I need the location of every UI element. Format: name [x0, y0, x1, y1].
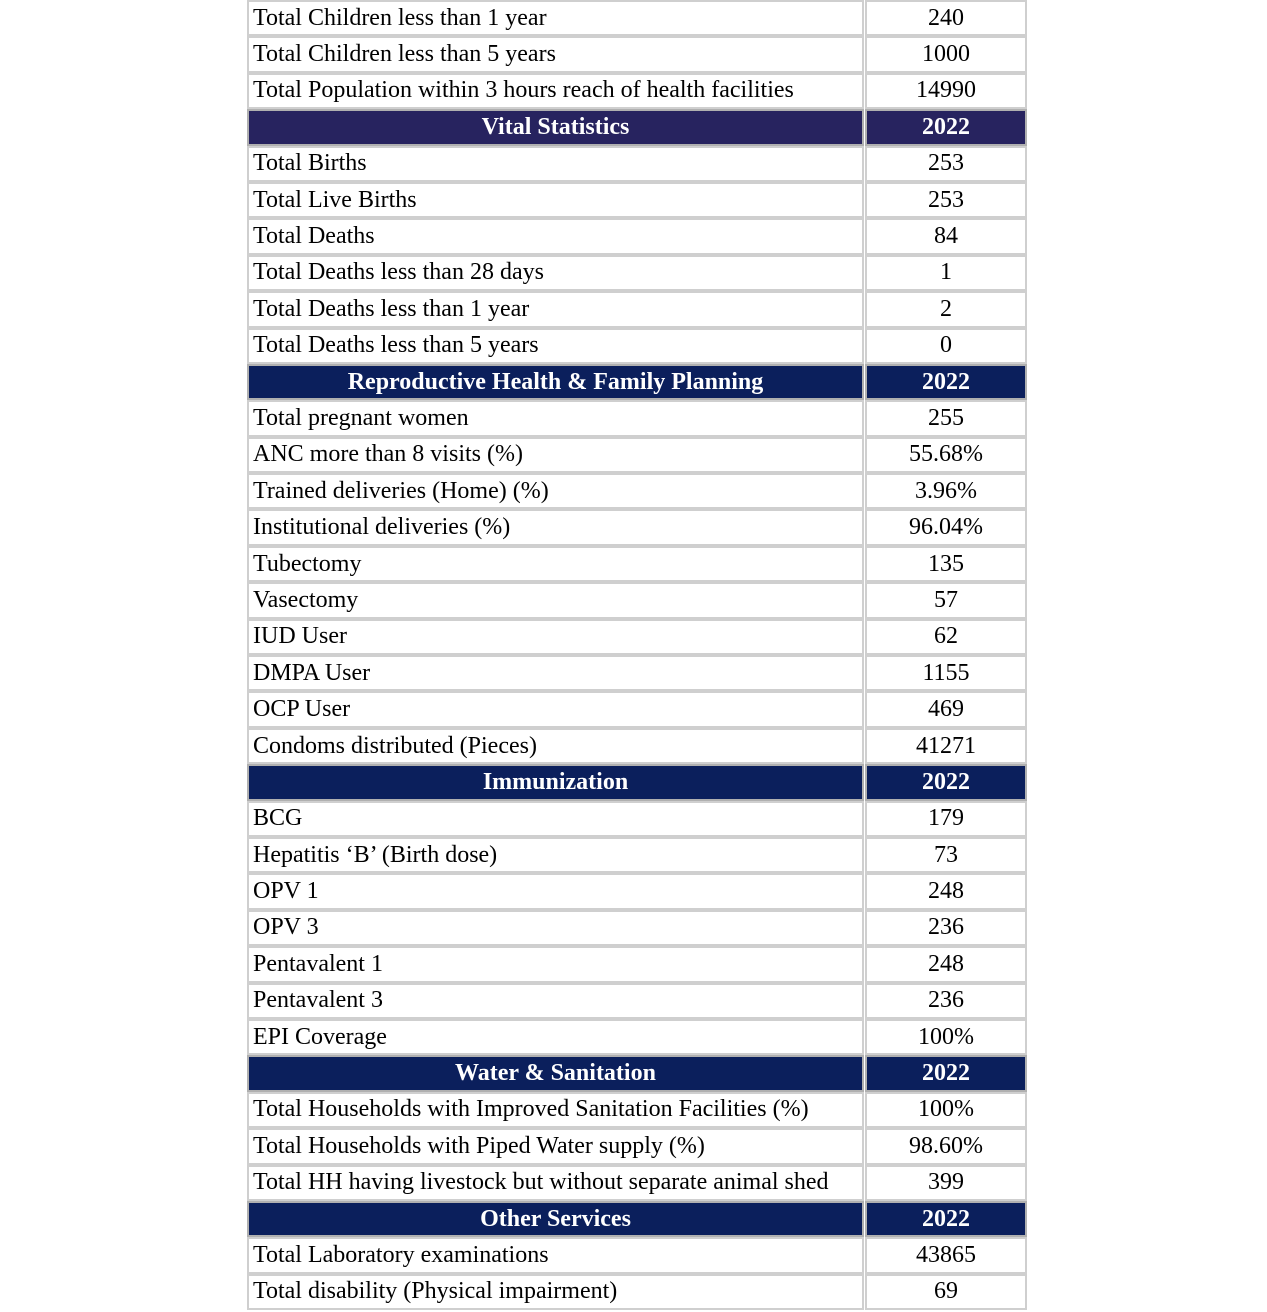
section-header-other-services — [247, 1201, 1029, 1237]
row-label: Total Deaths — [247, 218, 864, 254]
table-row — [247, 546, 1029, 582]
table-row — [247, 1165, 1029, 1201]
table-row — [247, 218, 1029, 254]
section-header-vital-statistics — [247, 109, 1029, 145]
table-row — [247, 146, 1029, 182]
row-value: 469 — [865, 691, 1027, 727]
table-row — [247, 655, 1029, 691]
section-header-water-sanitation — [247, 1055, 1029, 1091]
table-row — [247, 1274, 1029, 1310]
table-row — [247, 1019, 1029, 1055]
table-row — [247, 837, 1029, 873]
table-row — [247, 582, 1029, 618]
row-value: 69 — [865, 1274, 1027, 1310]
section-title: Other Services — [247, 1201, 864, 1237]
table-row — [247, 946, 1029, 982]
row-label: Pentavalent 3 — [247, 983, 864, 1019]
row-label: DMPA User — [247, 655, 864, 691]
row-label: Hepatitis ‘B’ (Birth dose) — [247, 837, 864, 873]
row-value: 236 — [865, 910, 1027, 946]
table-row — [247, 473, 1029, 509]
row-label: OPV 3 — [247, 910, 864, 946]
section-title: Immunization — [247, 764, 864, 800]
row-label: Condoms distributed (Pieces) — [247, 728, 864, 764]
row-label: Total Households with Piped Water supply (%) — [247, 1128, 864, 1164]
table-row — [247, 0, 1029, 36]
row-value: 57 — [865, 582, 1027, 618]
table-row — [247, 73, 1029, 109]
section-header-immunization — [247, 764, 1029, 800]
row-label: Total disability (Physical impairment) — [247, 1274, 864, 1310]
row-value: 179 — [865, 801, 1027, 837]
row-value: 253 — [865, 182, 1027, 218]
row-value: 100% — [865, 1019, 1027, 1055]
row-value: 100% — [865, 1092, 1027, 1128]
row-value: 1155 — [865, 655, 1027, 691]
row-value: 135 — [865, 546, 1027, 582]
table-row — [247, 291, 1029, 327]
row-label: Total pregnant women — [247, 400, 864, 436]
section-year: 2022 — [865, 1055, 1027, 1091]
section-title: Reproductive Health & Family Planning — [247, 364, 864, 400]
table-row — [247, 728, 1029, 764]
table-row — [247, 910, 1029, 946]
row-value: 73 — [865, 837, 1027, 873]
row-value: 98.60% — [865, 1128, 1027, 1164]
row-value: 236 — [865, 983, 1027, 1019]
row-label: ANC more than 8 visits (%) — [247, 437, 864, 473]
row-label: BCG — [247, 801, 864, 837]
table-row — [247, 983, 1029, 1019]
table-row — [247, 691, 1029, 727]
row-value: 84 — [865, 218, 1027, 254]
row-value: 253 — [865, 146, 1027, 182]
row-label: Total Deaths less than 1 year — [247, 291, 864, 327]
row-value: 240 — [865, 0, 1027, 36]
row-label: Total Births — [247, 146, 864, 182]
row-value: 0 — [865, 328, 1027, 364]
table-row — [247, 255, 1029, 291]
row-label: Tubectomy — [247, 546, 864, 582]
row-label: Total Live Births — [247, 182, 864, 218]
table-row — [247, 182, 1029, 218]
row-label: Institutional deliveries (%) — [247, 509, 864, 545]
row-label: Total Laboratory examinations — [247, 1237, 864, 1273]
row-value: 43865 — [865, 1237, 1027, 1273]
table-row — [247, 437, 1029, 473]
table-row — [247, 1092, 1029, 1128]
row-value: 14990 — [865, 73, 1027, 109]
row-value: 1 — [865, 255, 1027, 291]
table-row — [247, 328, 1029, 364]
table-row — [247, 509, 1029, 545]
row-label: Trained deliveries (Home) (%) — [247, 473, 864, 509]
table-row — [247, 1128, 1029, 1164]
row-label: OCP User — [247, 691, 864, 727]
row-value: 399 — [865, 1165, 1027, 1201]
section-year: 2022 — [865, 1201, 1027, 1237]
row-value: 62 — [865, 619, 1027, 655]
statistics-table — [247, 0, 1029, 1310]
row-value: 248 — [865, 873, 1027, 909]
row-value: 41271 — [865, 728, 1027, 764]
table-row — [247, 400, 1029, 436]
row-label: Total Children less than 5 years — [247, 36, 864, 72]
section-title: Vital Statistics — [247, 109, 864, 145]
table-row — [247, 619, 1029, 655]
row-label: Pentavalent 1 — [247, 946, 864, 982]
table-row — [247, 873, 1029, 909]
row-label: Total Households with Improved Sanitation Facilities (%) — [247, 1092, 864, 1128]
section-year: 2022 — [865, 364, 1027, 400]
row-label: Vasectomy — [247, 582, 864, 618]
row-label: EPI Coverage — [247, 1019, 864, 1055]
table-row — [247, 1237, 1029, 1273]
row-label: Total Population within 3 hours reach of health facilities — [247, 73, 864, 109]
section-title: Water & Sanitation — [247, 1055, 864, 1091]
row-label: Total Deaths less than 28 days — [247, 255, 864, 291]
section-year: 2022 — [865, 764, 1027, 800]
row-label: IUD User — [247, 619, 864, 655]
row-value: 248 — [865, 946, 1027, 982]
row-value: 96.04% — [865, 509, 1027, 545]
row-value: 3.96% — [865, 473, 1027, 509]
row-value: 55.68% — [865, 437, 1027, 473]
row-value: 2 — [865, 291, 1027, 327]
section-header-reproductive-health — [247, 364, 1029, 400]
table-row — [247, 36, 1029, 72]
row-value: 1000 — [865, 36, 1027, 72]
row-label: Total Children less than 1 year — [247, 0, 864, 36]
section-year: 2022 — [865, 109, 1027, 145]
row-value: 255 — [865, 400, 1027, 436]
row-label: Total Deaths less than 5 years — [247, 328, 864, 364]
row-label: Total HH having livestock but without separate animal shed — [247, 1165, 864, 1201]
row-label: OPV 1 — [247, 873, 864, 909]
table-row — [247, 801, 1029, 837]
